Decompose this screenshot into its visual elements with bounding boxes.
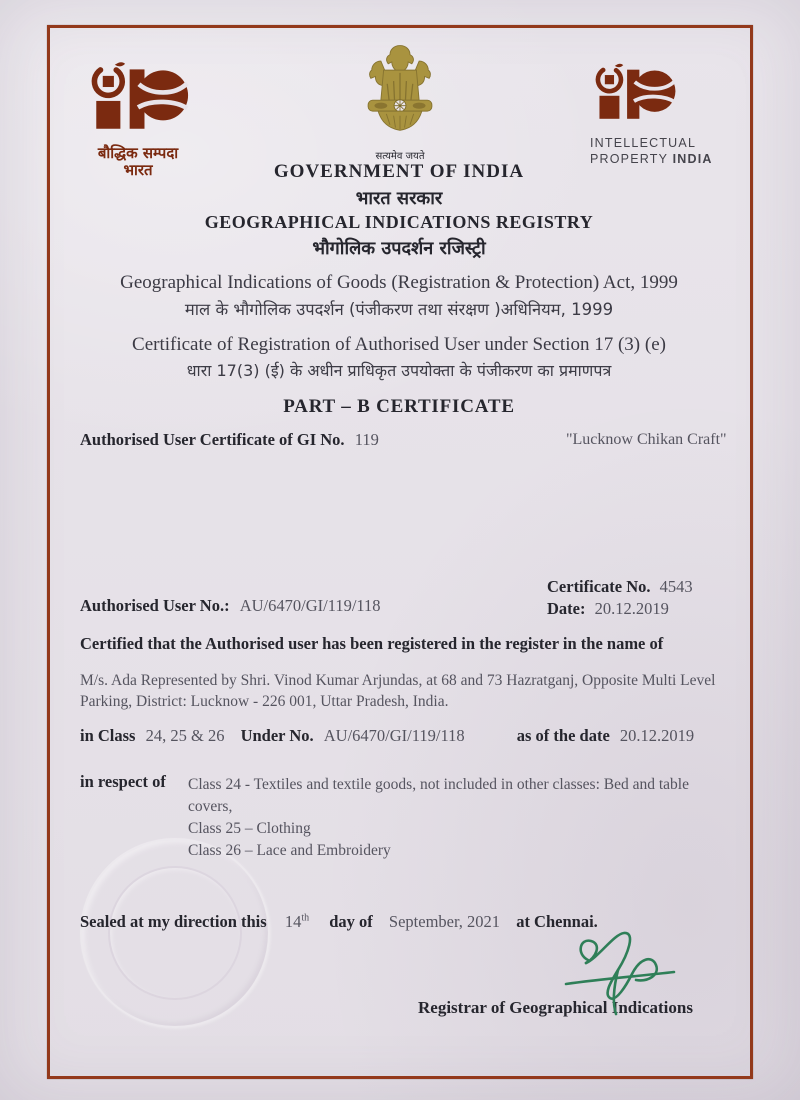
registrar-title: Registrar of Geographical Indications: [418, 998, 693, 1017]
certificate-number-line: [547, 577, 693, 597]
authorised-user-number-value: AU/6470/GI/119/118: [239, 596, 381, 615]
gi-name: "Lucknow Chikan Craft": [566, 431, 727, 448]
gi-number-value: 119: [354, 430, 379, 449]
sealed-label-3: at Chennai.: [516, 912, 598, 931]
as-of-date-label: as of the date: [516, 726, 610, 745]
certificate-number-value: 4543: [659, 577, 693, 596]
sealed-day: 14: [284, 912, 302, 931]
certified-statement: Certified that the Authorised user has been registered in the register in the name of: [80, 634, 664, 653]
class-24-description: Class 24 - Textiles and textile goods, not included in other classes: Bed and table covers,: [188, 776, 689, 815]
section-line-en: Certificate of Registration of Authorised User under Section 17 (3) (e): [132, 334, 666, 355]
class-descriptions: [188, 774, 728, 862]
in-respect-of-label: in respect of: [80, 772, 166, 791]
title-government-of-india: GOVERNMENT OF INDIA: [273, 161, 525, 182]
title-bharat-sarkar: भारत सरकार: [355, 188, 443, 209]
registrar-signature: [558, 928, 680, 1020]
in-class-label: in Class: [80, 726, 136, 745]
right-logo-caption-line1: INTELLECTUAL: [590, 136, 697, 150]
gi-number-label: Authorised User Certificate of GI No.: [80, 430, 345, 449]
as-of-date-value: 20.12.2019: [619, 726, 695, 745]
part-b-title: PART – B CERTIFICATE: [283, 396, 515, 417]
title-gi-registry-hi: भौगोलिक उपदर्शन रजिस्ट्री: [312, 238, 486, 259]
ip-monogram-icon: [590, 62, 678, 128]
certificate-date-line: [547, 599, 669, 619]
right-logo-caption-line2b: INDIA: [672, 152, 713, 166]
right-logo-caption-line2a: PROPERTY: [590, 152, 668, 166]
authorised-user-number-line: [80, 596, 381, 616]
under-no-label: Under No.: [240, 726, 314, 745]
ashoka-emblem-icon: [359, 42, 441, 142]
class-26-description: Class 26 – Lace and Embroidery: [188, 842, 391, 859]
embossed-seal: [80, 838, 270, 1028]
sealed-line: [80, 912, 598, 932]
sealed-label-1: Sealed at my direction this: [80, 912, 267, 931]
title-gi-registry-en: GEOGRAPHICAL INDICATIONS REGISTRY: [204, 212, 594, 232]
sealed-label-2: day of: [329, 912, 373, 931]
in-class-value: 24, 25 & 26: [145, 726, 225, 745]
gi-number-line: [80, 430, 379, 450]
registrant-details: M/s. Ada Represented by Shri. Vinod Kumar Arjundas, at 68 and 73 Hazratganj, Opposite Multi Level Parking, District: Lucknow - 226 001, Uttar Pradesh, India.: [80, 672, 716, 710]
class-line: [80, 726, 694, 746]
certificate-date-value: 20.12.2019: [594, 599, 669, 618]
under-no-value: AU/6470/GI/119/118: [323, 726, 465, 745]
left-logo-caption-line2: भारत: [123, 161, 153, 179]
national-emblem: [338, 42, 462, 162]
act-line-hi: माल के भौगोलिक उपदर्शन (पंजीकरण तथा संरक्षण )अधिनियम, 1999: [184, 300, 614, 319]
sealed-day-suffix: th: [301, 912, 310, 924]
certificate-number-label: Certificate No.: [547, 577, 651, 596]
ip-monogram-icon: [87, 60, 189, 140]
section-line-hi: धारा 17(3) (ई) के अधीन प्राधिकृत उपयोक्ता के पंजीकरण का प्रमाणपत्र: [186, 361, 612, 380]
authorised-user-number-label: Authorised User No.:: [80, 596, 230, 615]
emblem-motto: सत्यमेव जयते: [375, 151, 425, 162]
class-25-description: Class 25 – Clothing: [188, 820, 311, 837]
sealed-month: September, 2021: [388, 912, 501, 931]
embossed-seal-inner-ring: [108, 866, 242, 1000]
left-logo-caption-line1: बौद्धिक सम्पदा: [97, 144, 179, 162]
ip-india-logo-right: [590, 62, 730, 167]
certificate-date-label: Date:: [547, 599, 586, 618]
act-line-en: Geographical Indications of Goods (Registration & Protection) Act, 1999: [120, 272, 678, 293]
